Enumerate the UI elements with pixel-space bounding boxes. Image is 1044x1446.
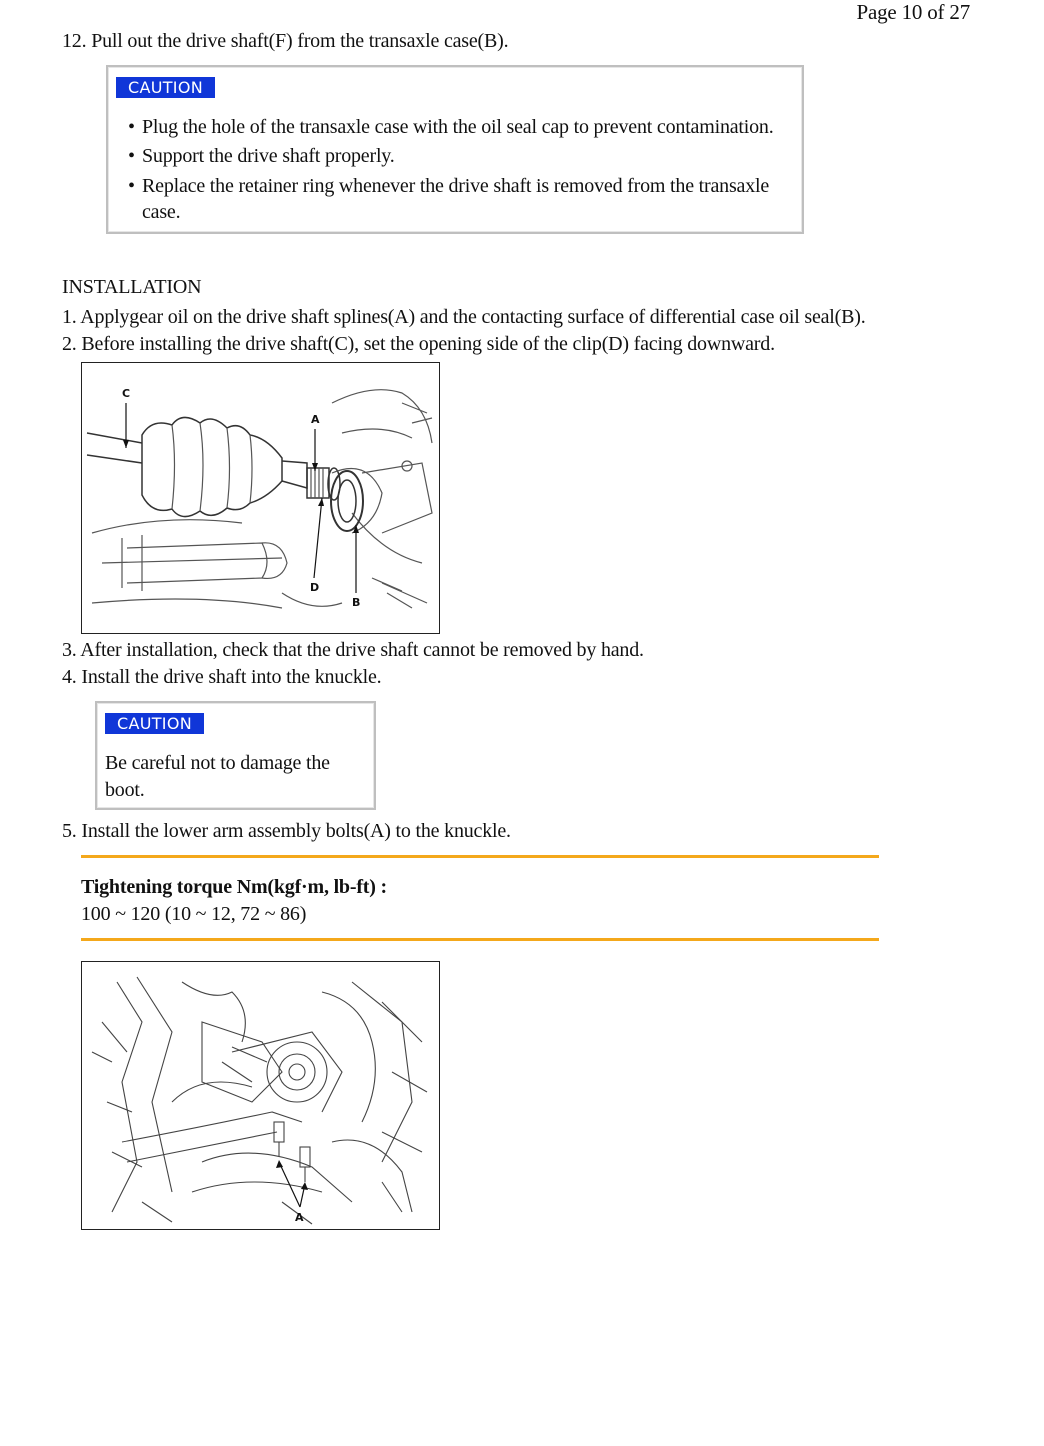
lower-arm-figure [81, 961, 440, 1230]
caution-text: boot. [105, 779, 145, 801]
bullet-icon: • [128, 175, 135, 197]
caution-box-1 [106, 65, 804, 234]
step-12-text: 12. Pull out the drive shaft(F) from the transaxle case(B). [62, 30, 509, 52]
caution-badge: CAUTION [116, 77, 215, 98]
figure-label-d: D [310, 581, 319, 594]
caution-item [128, 175, 769, 198]
drive-shaft-illustration [82, 363, 439, 633]
caution-item [128, 145, 395, 168]
caution-box-2 [95, 701, 376, 810]
torque-bottom-rule [81, 938, 879, 941]
installation-step-3: 3. After installation, check that the drive shaft cannot be removed by hand. [62, 639, 644, 661]
bullet-icon: • [128, 116, 135, 138]
installation-step-1: 1. Applygear oil on the drive shaft splines(A) and the contacting surface of differential case oil seal(B). [62, 306, 866, 328]
torque-value: 100 ~ 120 (10 ~ 12, 72 ~ 86) [81, 903, 307, 925]
installation-step-5: 5. Install the lower arm assembly bolts(A) to the knuckle. [62, 820, 511, 842]
torque-top-rule [81, 855, 879, 858]
caution-item-text: Support the drive shaft properly. [142, 145, 395, 167]
caution-badge: CAUTION [105, 713, 204, 734]
torque-label: Tightening torque Nm(kgf·m, lb-ft) : [81, 876, 387, 898]
drive-shaft-figure [81, 362, 440, 634]
caution-text: Be careful not to damage the [105, 752, 330, 774]
installation-step-4: 4. Install the drive shaft into the knuckle. [62, 666, 382, 688]
figure-label-a: A [295, 1211, 304, 1224]
installation-step-2: 2. Before installing the drive shaft(C), set the opening side of the clip(D) facing downward. [62, 333, 775, 355]
figure-label-b: B [352, 596, 361, 609]
caution-item-text: Plug the hole of the transaxle case with the oil seal cap to prevent contamination. [142, 116, 774, 138]
figure-label-c: C [122, 387, 130, 400]
caution-item [128, 116, 774, 139]
installation-heading: INSTALLATION [62, 276, 202, 298]
bullet-icon: • [128, 145, 135, 167]
caution-item-text: Replace the retainer ring whenever the drive shaft is removed from the transaxle [142, 175, 770, 197]
caution-item-continuation: case. [142, 201, 181, 223]
figure-label-a: A [311, 413, 320, 426]
lower-arm-illustration [82, 962, 439, 1229]
page-number: Page 10 of 27 [856, 0, 970, 24]
